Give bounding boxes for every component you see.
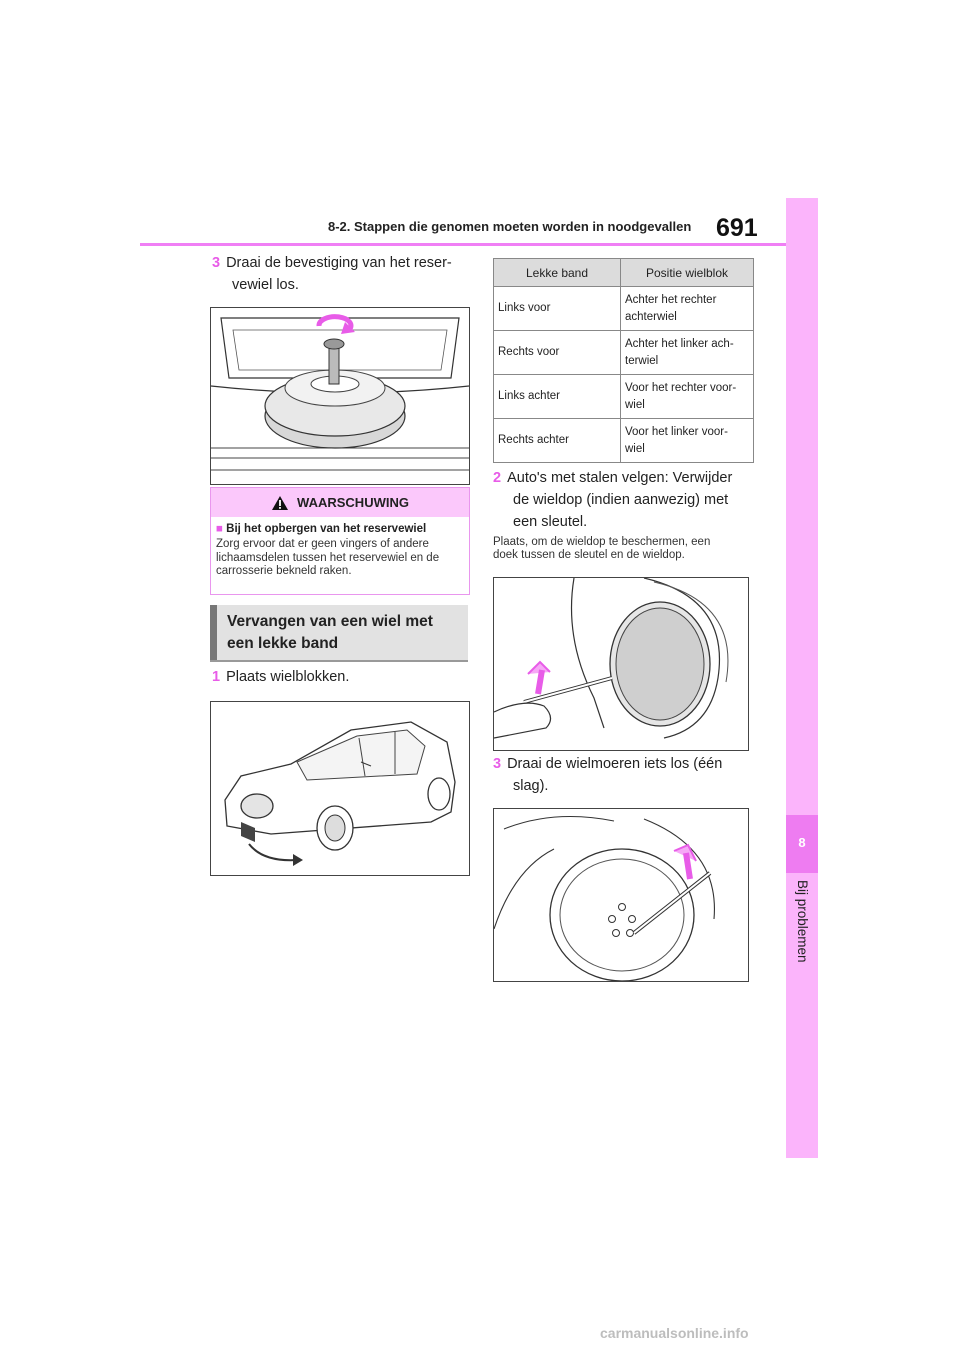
table-cell-flat: Links voor bbox=[494, 287, 621, 331]
step-3-nuts bbox=[493, 753, 763, 797]
table-cell-position bbox=[621, 419, 754, 463]
car-chock-illustration bbox=[210, 701, 470, 876]
position-line1: Voor het rechter voor- bbox=[625, 381, 737, 394]
step-number: 1 bbox=[212, 669, 221, 685]
table-row bbox=[494, 331, 754, 375]
warning-subheading bbox=[216, 523, 464, 535]
table-row bbox=[494, 287, 754, 331]
watermark: carmanualsonline.info bbox=[600, 1325, 749, 1341]
table-row bbox=[494, 375, 754, 419]
warning-body: Zorg ervoor dat er geen vingers of andere lichaamsdelen tussen het reservewiel en de carrosserie bekneld raken. bbox=[216, 538, 440, 577]
spare-tire-illustration bbox=[210, 307, 470, 485]
position-line2: achterwiel bbox=[625, 310, 677, 323]
step-text-line3: een sleutel. bbox=[513, 514, 588, 530]
section-heading-line2: een lekke band bbox=[227, 635, 339, 652]
step-number: 2 bbox=[493, 470, 502, 486]
step-text: Plaats wielblokken. bbox=[226, 669, 350, 685]
wheel-nuts-drawing bbox=[494, 809, 748, 981]
wheel-cap-drawing bbox=[494, 578, 748, 750]
step-3-spare bbox=[212, 252, 472, 296]
position-line1: Voor het linker voor- bbox=[625, 425, 728, 438]
table-cell-flat: Rechts achter bbox=[494, 419, 621, 463]
step-text-line2: vewiel los. bbox=[232, 277, 299, 293]
warning-icon bbox=[271, 495, 289, 511]
chapter-label bbox=[790, 880, 814, 990]
position-line1: Achter het rechter bbox=[625, 293, 717, 306]
step-text-line2: slag). bbox=[513, 778, 549, 794]
spare-tire-drawing bbox=[211, 308, 469, 484]
step-2-wheel-cap bbox=[493, 467, 763, 533]
step-text-line2: de wieldop (indien aanwezig) met bbox=[513, 492, 729, 508]
step-2-note bbox=[493, 536, 753, 562]
table-cell-position bbox=[621, 331, 754, 375]
table-cell-position bbox=[621, 375, 754, 419]
page-number: 691 bbox=[716, 214, 758, 242]
note-line1: Plaats, om de wieldop te beschermen, een bbox=[493, 536, 711, 548]
chock-position-table bbox=[493, 258, 754, 463]
warning-header bbox=[211, 488, 469, 517]
section-heading bbox=[210, 605, 468, 660]
warning-title: WAARSCHUWING bbox=[297, 495, 409, 510]
table-header-row bbox=[494, 259, 754, 287]
table-header-position: Positie wielblok bbox=[621, 259, 754, 287]
table-header-flat: Lekke band bbox=[494, 259, 621, 287]
step-text-line1: Auto's met stalen velgen: Verwijder bbox=[507, 470, 733, 486]
chapter-tab bbox=[786, 198, 818, 1158]
table-cell-position bbox=[621, 287, 754, 331]
loosen-nuts-illustration bbox=[493, 808, 749, 982]
chapter-label-text: Bij problemen bbox=[795, 880, 810, 963]
step-text-line1: Draai de wielmoeren iets los (één bbox=[507, 756, 723, 772]
section-heading-underline bbox=[210, 660, 468, 662]
header-divider bbox=[140, 243, 786, 246]
position-line1: Achter het linker ach- bbox=[625, 337, 734, 350]
step-number: 3 bbox=[212, 255, 221, 271]
table-row bbox=[494, 419, 754, 463]
table-cell-flat: Rechts voor bbox=[494, 331, 621, 375]
table-cell-flat: Links achter bbox=[494, 375, 621, 419]
car-drawing bbox=[211, 702, 469, 875]
warning-box bbox=[210, 487, 470, 595]
position-line2: terwiel bbox=[625, 354, 659, 367]
position-line2: wiel bbox=[625, 442, 645, 455]
wheel-cap-illustration bbox=[493, 577, 749, 751]
warning-subheading-text: Bij het opbergen van het reservewiel bbox=[226, 523, 427, 535]
section-heading-line1: Vervangen van een wiel met bbox=[227, 613, 433, 630]
section-title: 8-2. Stappen die genomen moeten worden in noodgevallen bbox=[328, 219, 692, 234]
position-line2: wiel bbox=[625, 398, 645, 411]
step-number: 3 bbox=[493, 756, 502, 772]
chapter-number: 8 bbox=[798, 835, 806, 850]
note-line2: doek tussen de sleutel en de wieldop. bbox=[493, 549, 685, 561]
step-text-line1: Draai de bevestiging van het reser- bbox=[226, 255, 452, 271]
step-1-chocks bbox=[212, 666, 472, 688]
wheel-chock-table bbox=[493, 258, 754, 463]
warning-subheading-marker: ■ bbox=[216, 523, 223, 535]
